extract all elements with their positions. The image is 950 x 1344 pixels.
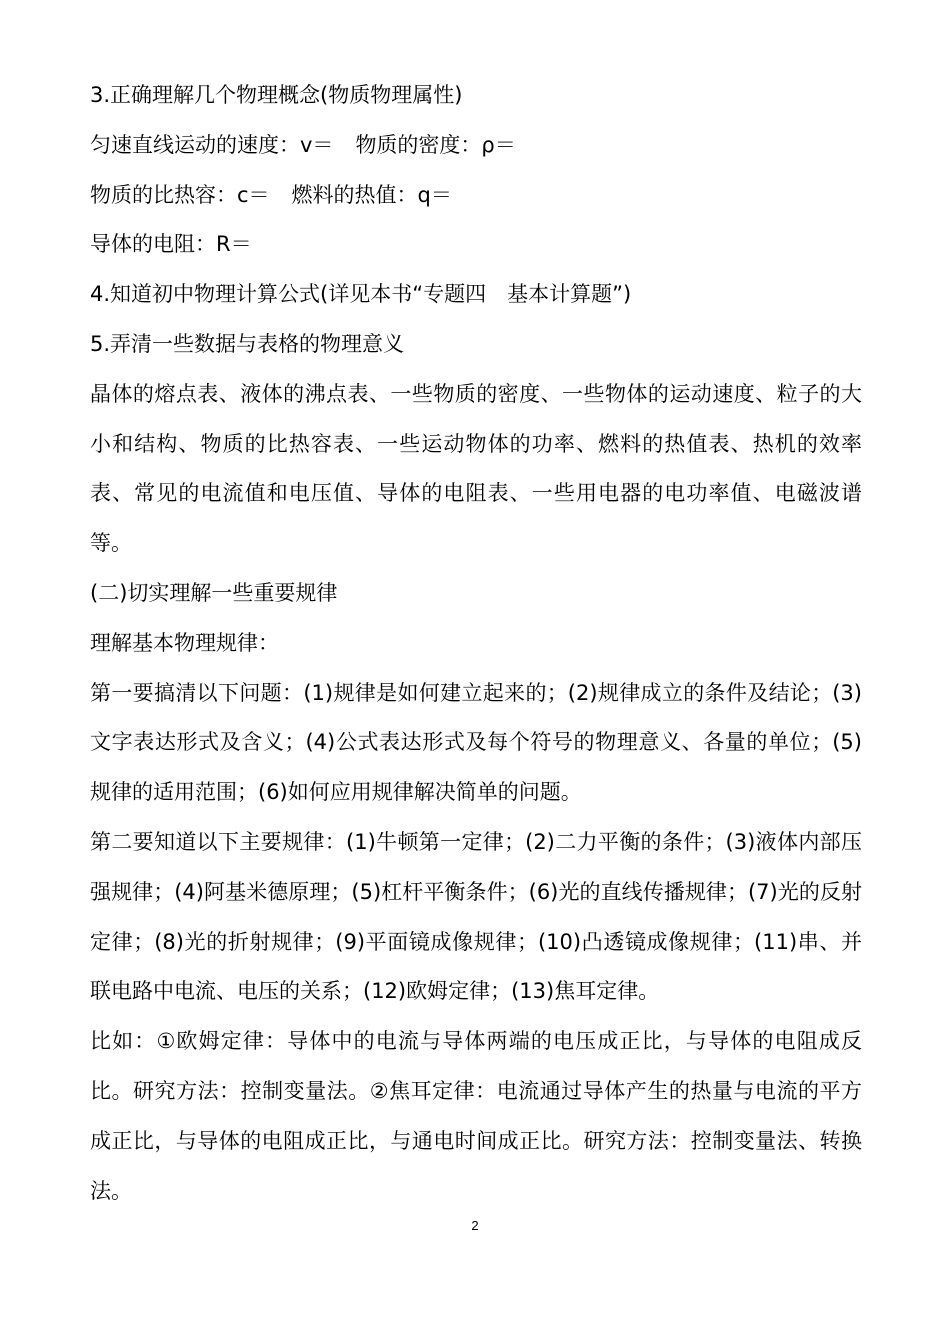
concept-heat-value: 燃料的热值：q＝	[291, 182, 452, 207]
concept-row-2	[90, 171, 862, 221]
page-number: 2	[471, 1218, 479, 1233]
heading-4: 4.知道初中物理计算公式(详见本书“专题四 基本计算题”)	[90, 282, 632, 307]
section-2-heading: (二)切实理解一些重要规律	[90, 580, 338, 605]
heading-3: 3.正确理解几个物理概念(物质物理属性)	[90, 83, 463, 107]
paragraph-first-requirement: 第一要搞清以下问题：(1)规律是如何建立起来的；(2)规律成立的条件及结论；(3)文字表达形式及含义；(4)公式表达形式及每个符号的物理意义、各量的单位；(5)规律的适用范围；(6)如何应用规律解决简单的问题。	[90, 680, 862, 805]
heading-5: 5.弄清一些数据与表格的物理意义	[90, 331, 405, 356]
paragraph-example: 比如：①欧姆定律：导体中的电流与导体两端的电压成正比，与导体的电阻成反比。研究方法：控制变量法。②焦耳定律：电流通过导体产生的热量与电流的平方成正比，与导体的电阻成正比，与通电时间成正比。研究方法：控制变量法、转换法。	[90, 1029, 862, 1203]
concept-density: 物质的密度：ρ＝	[355, 132, 516, 157]
concept-resistance: 导体的电阻：R＝	[90, 232, 252, 257]
page-content	[90, 71, 862, 1216]
understand-laws-label: 理解基本物理规律：	[90, 630, 279, 655]
concept-row-1	[90, 121, 862, 171]
concept-row-3	[90, 220, 862, 270]
concept-specific-heat: 物质的比热容：c＝	[90, 182, 270, 207]
paragraph-second-requirement: 第二要知道以下主要规律：(1)牛顿第一定律；(2)二力平衡的条件；(3)液体内部压强规律；(4)阿基米德原理；(5)杠杆平衡条件；(6)光的直线传播规律；(7)光的反射定律；(8)光的折射规律；(9)平面镜成像规律；(10)凸透镜成像规律；(11)串、并联电路中电流、电压的关系；(12)欧姆定律；(13)焦耳定律。	[90, 829, 862, 1004]
paragraph-tables: 晶体的熔点表、液体的沸点表、一些物质的密度、一些物体的运动速度、粒子的大小和结构、物质的比热容表、一些运动物体的功率、燃料的热值表、热机的效率表、常见的电流值和电压值、导体的电阻表、一些用电器的电功率值、电磁波谱等。	[90, 381, 862, 556]
concept-velocity: 匀速直线运动的速度：v＝	[90, 132, 334, 157]
